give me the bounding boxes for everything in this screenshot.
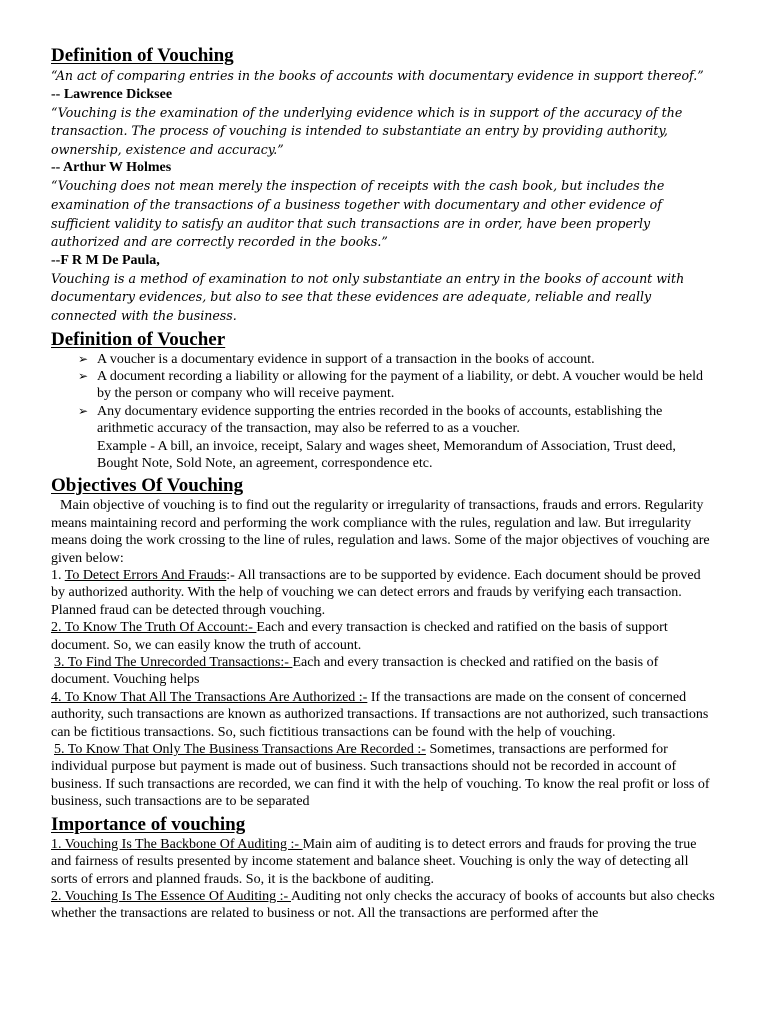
heading-definition-of-vouching: Definition of Vouching [51,45,234,66]
objectives-intro: Main objective of vouching is to find out the regularity or irregularity of transactions, frauds and errors. Regularity means maintaining record and performing the work compliance with the rules, regulation and law. But irregularity means doing the work crossing to the line of rules, regulation and laws. Some of the major objectives of vouching are given below: [51,498,710,566]
objective-title: 3. To Find The Unrecorded Transactions:- [54,655,293,671]
importance-item: 1. Vouching Is The Backbone Of Auditing :- Main aim of auditing is to detect errors and frauds for proving the true and fairness of results presented by income statement and balance sheet. Vouching is only the way of detecting all sorts of errors and planned frauds. So, it is the backbone of auditing. [51,836,697,887]
arrow-bullet-icon: ➢ [78,351,89,366]
importance-title: 1. Vouching Is The Backbone Of Auditing :- [51,836,303,852]
heading-objectives-of-vouching: Objectives Of Vouching [51,475,244,497]
author-dicksee: -- Lawrence Dicksee [51,86,173,102]
objective-title: To Detect Errors And Frauds [64,568,227,583]
objective-item: 1. To Detect Errors And Frauds:- All transactions are to be supported by evidence. Each document should be proved by authorized authority. With the help of vouching we can detect errors and frauds by verifying each transaction. Planned fraud can be detected through vouching. [51,568,701,618]
list-item: ➢ A voucher is a documentary evidence in support of a transaction in the books of account. [78,351,595,367]
heading-importance-of-vouching: Importance of vouching [51,813,246,835]
heading-definition-of-voucher: Definition of Voucher [51,328,226,350]
quote-vouching-method: Vouching is a method of examination to not only substantiate an entry in the books of account with documentary evidences, but also to see that these evidences are adequate, reliable and really connected with the business. [51,270,685,323]
quote-de-paula: “Vouching does not mean merely the inspection of receipts with the cash book, but includes the examination of the transactions of a business together with documentary and other evidence of sufficient validity to satisfy an auditor that such transactions are in order, have been properly authorized and are correctly recorded in the books.” [51,178,665,250]
importance-title: 2. Vouching Is The Essence Of Auditing :- [51,888,291,904]
objective-item: 2. To Know The Truth Of Account:- Each and every transaction is checked and ratified on the basis of support document. So, we can easily know the truth of account. [51,620,668,653]
list-item: ➢ A document recording a liability or allowing for the payment of a liability, or debt. A voucher would be held by the person or company who will receive payment. [78,368,703,402]
objective-item: 3. To Find The Unrecorded Transactions:- Each and every transaction is checked and ratified on the basis of document. Vouching helps [51,655,659,688]
voucher-example: Example - A bill, an invoice, receipt, Salary and wages sheet, Memorandum of Association, Trust deed, Bought Note, Sold Note, an agreement, correspondence etc. [97,438,676,471]
objective-title: 4. To Know That All The Transactions Are Authorized :- [51,689,368,705]
importance-item: 2. Vouching Is The Essence Of Auditing :- Auditing not only checks the accuracy of books of accounts but also checks whether the transactions are related to business or not. All the transactions are performed after the [51,888,715,922]
objective-title: 2. To Know The Truth Of Account:- [51,620,257,636]
list-item: ➢ Any documentary evidence supporting the entries recorded in the books of accounts, establishing the arithmetic accuracy of the transaction, may also be referred to as a voucher. [78,403,663,437]
objective-item: 4. To Know That All The Transactions Are Authorized :- If the transactions are made on the consent of concerned authority, such transactions are known as authorized transactions. If transactions are not authorized, such transactions can be fictitious transactions. So, such fictitious transactions can be found with the help of vouching. [51,689,709,740]
quote-holmes: “Vouching is the examination of the underlying evidence which is in support of the accuracy of the transaction. The process of vouching is intended to substantiate an entry by providing authority, ownership, existence and accuracy.” [51,104,683,157]
voucher-definition-list [51,351,718,438]
author-de-paula: --F R M De Paula, [51,252,160,268]
objective-item: 5. To Know That Only The Business Transactions Are Recorded :- Sometimes, transactions are performed for individual purpose but payment is made out of business. Such transactions should not be recorded in account of business. If such transactions are recorded, we can find it with the help of vouching. To know the real profit or loss of business, such transactions are to be separated [51,742,710,810]
arrow-bullet-icon: ➢ [78,403,89,418]
objective-title: 5. To Know That Only The Business Transactions Are Recorded :- [54,742,426,758]
quote-dicksee: “An act of comparing entries in the books of accounts with documentary evidence in support thereof.” [51,68,704,83]
arrow-bullet-icon: ➢ [78,368,89,383]
author-holmes: -- Arthur W Holmes [51,160,172,176]
